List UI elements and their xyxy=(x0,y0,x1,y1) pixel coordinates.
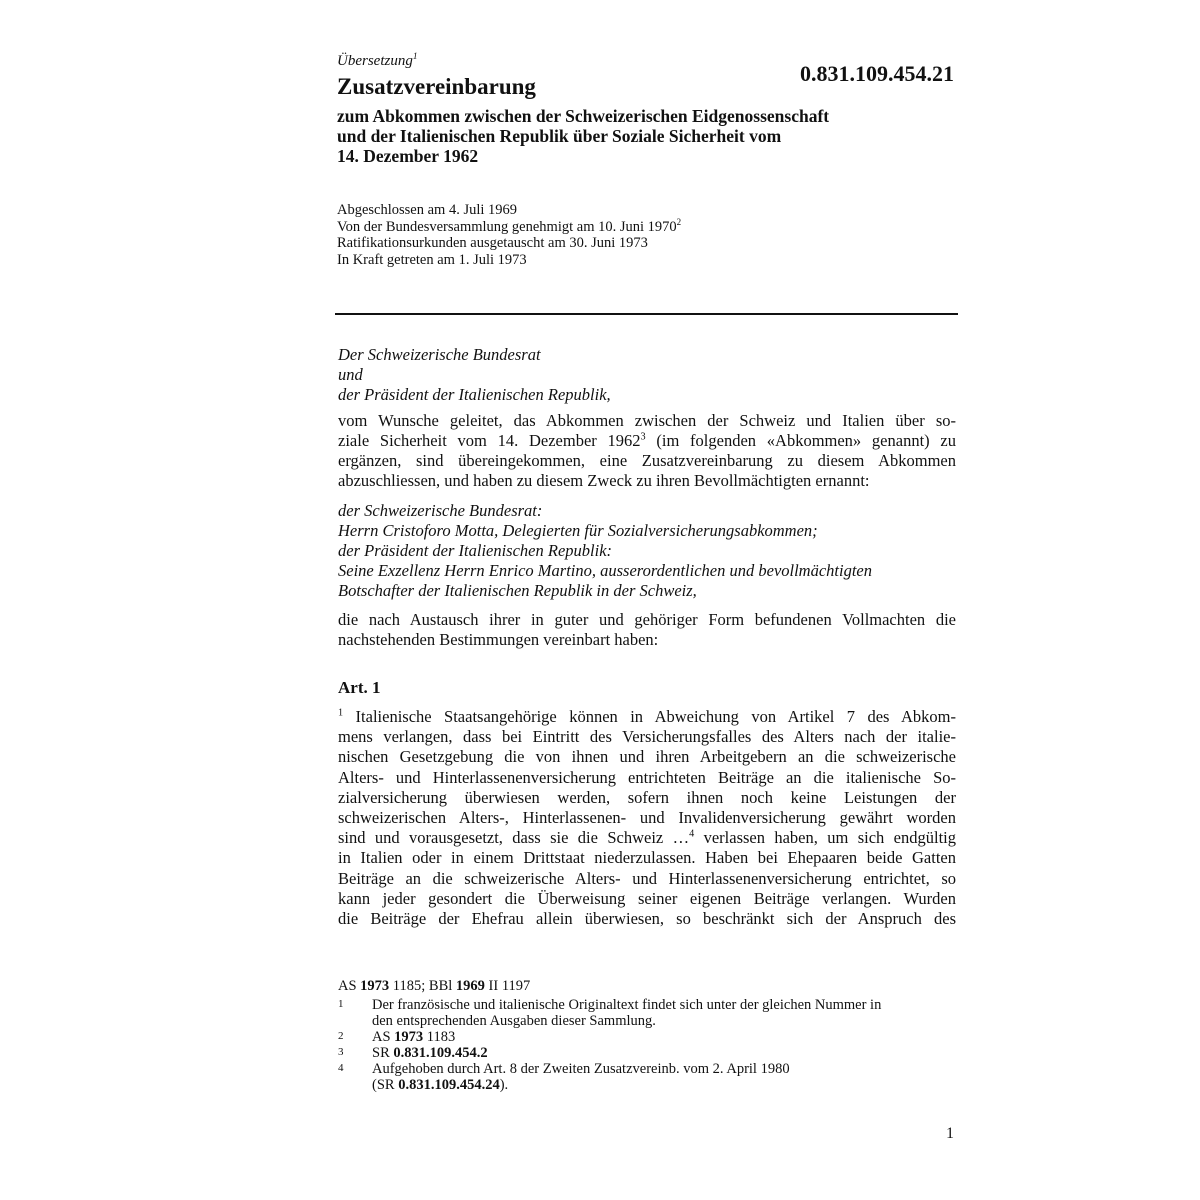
plenipotentiary-line: der Präsident der Italienischen Republik: xyxy=(338,541,613,560)
sr-number: 0.831.109.454.21 xyxy=(800,61,954,86)
article-line: nischen Gesetzgebung die von ihnen und ihren Arbeitgebern an die schweizerische xyxy=(338,747,956,767)
page-number: 1 xyxy=(946,1125,954,1142)
plenipotentiary-line: Seine Exzellenz Herrn Enrico Martino, ausserordentlichen und bevollmächtigten xyxy=(338,561,873,580)
preamble-line: abzuschliessen, und haben zu diesem Zweck zu ihren Bevollmächtigten ernannt: xyxy=(338,471,870,490)
footnote-line xyxy=(372,1045,958,1061)
source-year: 1969 xyxy=(455,978,485,994)
article-line: zialversicherung überwiesen werden, sofern ihnen noch keine Leistungen der xyxy=(338,787,956,807)
source-text: 1185; BBl xyxy=(389,978,456,994)
translation-label-text: Übersetzung xyxy=(337,53,413,69)
party-line: der Präsident der Italienischen Republik, xyxy=(338,385,611,404)
preamble-line: ergänzen, sind übereingekommen, eine Zusatzvereinbarung zu diesem Abkommen xyxy=(338,451,956,470)
document-title: Zusatzvereinbarung xyxy=(337,74,536,99)
footnote-ref-3: 3 xyxy=(640,431,646,443)
translation-label xyxy=(337,52,417,70)
article-line: die Beiträge der Ehefrau allein überwiesen, so beschränkt sich der Anspruch des xyxy=(338,908,956,928)
article-line: mens verlangen, dass bei Eintritt des Versicherungsfalles des Alters nach der italie- xyxy=(338,727,956,747)
footnote-line: Aufgehoben durch Art. 8 der Zweiten Zusatzvereinb. vom 2. April 1980 xyxy=(372,1061,790,1077)
paragraph-number: 1 xyxy=(338,707,344,719)
footnote-body xyxy=(372,997,958,1029)
footnote-ref-4: 4 xyxy=(689,828,695,840)
footnote-text: AS xyxy=(372,1029,395,1045)
subtitle-line: 14. Dezember 1962 xyxy=(337,146,479,166)
footnote-ref-2: 2 xyxy=(676,216,682,227)
footnote-text: ). xyxy=(499,1077,509,1093)
plenipotentiaries xyxy=(338,501,956,601)
approved-date-text: Von der Bundesversammlung genehmigt am 10. Juni 1970 xyxy=(337,218,677,235)
article-line-text: Italienische Staatsangehörige können in Abweichung von Artikel 7 des Abkom- xyxy=(343,707,956,726)
article-line: in Italien oder in einem Drittstaat niederzulassen. Haben bei Ehepaaren beide Gatten xyxy=(338,848,956,868)
footnote-3 xyxy=(338,1045,958,1061)
footnotes-section xyxy=(338,978,958,1093)
ratification-date: Ratifikationsurkunden ausgetauscht am 30. Juni 1973 xyxy=(337,235,648,251)
footnote-sr-ref: 0.831.109.454.2 xyxy=(393,1045,488,1061)
preamble-line-text: ziale Sicherheit vom 14. Dezember 1962 xyxy=(338,431,641,450)
article-line: Alters- und Hinterlassenenversicherung entrichteten Beiträge an die italienische So- xyxy=(338,767,956,787)
source-text: II 1197 xyxy=(484,978,531,994)
footnote-body xyxy=(372,1061,958,1093)
party-line: und xyxy=(338,365,363,384)
subtitle-line: zum Abkommen zwischen der Schweizerischen Eidgenossenschaft xyxy=(337,106,830,126)
footnote-text: SR xyxy=(372,1045,394,1061)
agreement-line: die nach Austausch ihrer in guter und gehöriger Form befundenen Vollmachten die xyxy=(338,610,956,629)
in-force-date: In Kraft getreten am 1. Juli 1973 xyxy=(337,251,527,268)
footnote-number: 4 xyxy=(338,1062,344,1074)
source-text: AS xyxy=(338,978,361,994)
footnote-number: 3 xyxy=(338,1046,344,1058)
article-line: Beiträge an die schweizerische Alters- und Hinterlassenenversicherung entrichtet, so xyxy=(338,868,956,888)
article-line xyxy=(338,828,956,848)
article-1-heading: Art. 1 xyxy=(338,678,381,697)
footnote-number: 1 xyxy=(338,998,344,1010)
footnote-1 xyxy=(338,997,958,1029)
footnote-line xyxy=(372,1029,958,1045)
plenipotentiary-line: Herrn Cristoforo Motta, Delegierten für Sozialversicherungsabkommen; xyxy=(338,521,818,540)
footnote-number: 2 xyxy=(338,1030,344,1042)
article-line: schweizerischen Alters-, Hinterlassenen- und Invalidenversicherung gewährt worden xyxy=(338,807,956,827)
party-line: Der Schweizerische Bundesrat xyxy=(338,345,541,364)
article-1-paragraph xyxy=(338,707,956,929)
plenipotentiary-line: der Schweizerische Bundesrat: xyxy=(338,501,543,520)
document-subtitle xyxy=(337,106,957,166)
footnote-body xyxy=(372,1045,958,1061)
footnote-ref-1: 1 xyxy=(412,52,418,62)
concluded-date: Abgeschlossen am 4. Juli 1969 xyxy=(337,202,518,218)
article-line-text: sind und vorausgesetzt, dass sie die Schweiz … xyxy=(338,828,690,848)
source-year: 1973 xyxy=(360,978,390,994)
footnote-year: 1973 xyxy=(394,1029,424,1045)
agreement-clause xyxy=(338,610,956,650)
preamble-line xyxy=(338,431,956,451)
article-line: kann jeder gesondert die Überweisung seiner eigenen Beiträge verlangen. Wurden xyxy=(338,888,956,908)
footnote-line xyxy=(372,1077,958,1093)
preamble-paragraph xyxy=(338,411,956,491)
agreement-line: nachstehenden Bestimmungen vereinbart haben: xyxy=(338,630,659,649)
official-source-reference xyxy=(338,978,958,994)
footnote-2 xyxy=(338,1029,958,1045)
footnote-body xyxy=(372,1029,958,1045)
footnote-line: Der französische und italienische Originaltext findet sich unter der gleichen Nummer in xyxy=(372,997,882,1013)
horizontal-rule xyxy=(335,313,958,315)
legislative-history xyxy=(337,202,681,268)
preamble-line: vom Wunsche geleitet, das Abkommen zwischen der Schweiz und Italien über so- xyxy=(338,411,956,430)
footnote-text: (SR xyxy=(372,1077,399,1093)
footnote-4 xyxy=(338,1061,958,1093)
footnote-line: den entsprechenden Ausgaben dieser Sammlung. xyxy=(372,1013,656,1029)
footnote-text: 1183 xyxy=(423,1029,456,1045)
subtitle-line: und der Italienischen Republik über Soziale Sicherheit vom xyxy=(337,126,782,146)
plenipotentiary-line: Botschafter der Italienischen Republik in der Schweiz, xyxy=(338,581,697,600)
preamble-line-text: (im folgenden «Abkommen» genannt) zu xyxy=(645,431,956,450)
approved-date xyxy=(337,216,682,236)
article-line-text: verlassen haben, um sich endgültig xyxy=(694,828,956,848)
footnote-sr-ref: 0.831.109.454.24 xyxy=(398,1077,500,1093)
article-line xyxy=(338,707,956,727)
contracting-parties xyxy=(338,345,956,405)
